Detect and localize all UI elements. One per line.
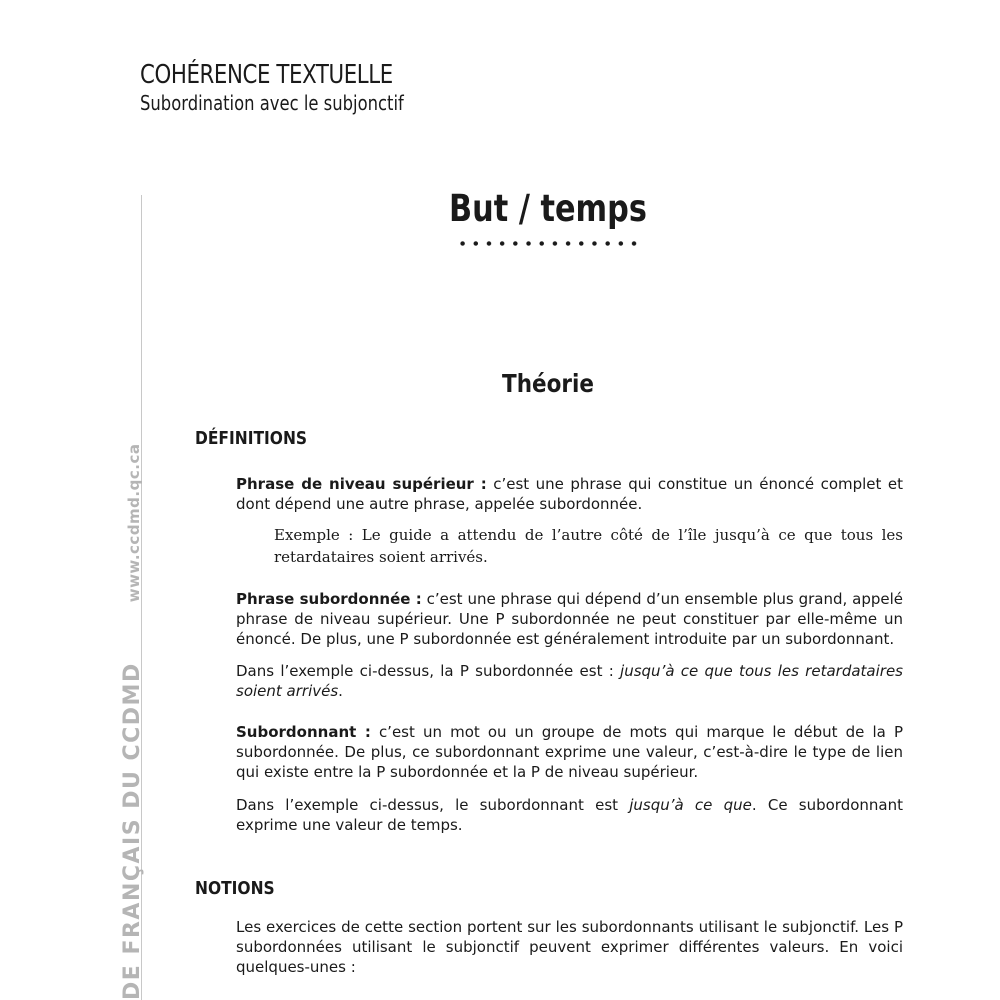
definition-phrase-superieur (236, 474, 903, 514)
document-title: But / temps (449, 187, 647, 230)
header-subtitle: Subordination avec le subjonctif (140, 91, 404, 115)
definition-term: Phrase subordonnée : (236, 590, 422, 608)
definition-text: c’est un mot ou un groupe de mots qui marque le début de la P subordonnée. De plus, ce subordonnant exprime une valeur, c’est-à-dire le type de lien qui existe entre la P subordonnée et la P de niveau supérieur. (236, 723, 903, 781)
definition-phrase-subordonnee (236, 589, 903, 649)
definition-text: c’est une phrase qui constitue un énoncé complet et dont dépend une autre phrase, appelée subordonnée. (236, 475, 903, 513)
sidebar-url: www.ccdmd.qc.ca (125, 443, 143, 603)
example-sentence: Exemple : Le guide a attendu de l’autre côté de l’île jusqu’à ce que tous les retardataires soient arrivés. (274, 526, 903, 566)
note-end: . (338, 682, 343, 700)
definition-term: Subordonnant : (236, 723, 371, 741)
definition-text: c’est une phrase qui dépend d’un ensemble plus grand, appelé phrase de niveau supérieur. Une P subordonnée ne peut constituer par elle-même un énoncé. De plus, une P subordonnée est généralement introduite par un subordonnant. (236, 590, 903, 648)
sidebar-brand: DE FRANÇAIS DU CCDMD (120, 662, 145, 1000)
notions-paragraph: Les exercices de cette section portent sur les subordonnants utilisant le subjonctif. Les P subordonnées utilisant le subjonctif peuvent exprimer différentes valeurs. En voici quelques-unes : (236, 918, 903, 976)
note-text: Dans l’exemple ci-dessus, la P subordonnée est : (236, 662, 621, 680)
note-italic: jusqu’à ce que tous les retardataires soient arrivés (236, 662, 903, 700)
note-italic: jusqu’à ce que (629, 796, 752, 814)
note-subordonnee (236, 661, 903, 701)
notions-heading: NOTIONS (195, 878, 275, 899)
definition-term: Phrase de niveau supérieur : (236, 475, 487, 493)
definition-subordonnant (236, 722, 903, 782)
sidebar-watermark (120, 444, 145, 1000)
section-title: Théorie (502, 369, 594, 398)
definitions-heading: DÉFINITIONS (195, 428, 308, 449)
header-title: COHÉRENCE TEXTUELLE (140, 60, 393, 90)
title-dotted-underline (456, 241, 641, 246)
note-text: Dans l’exemple ci-dessus, le subordonnant est (236, 796, 630, 814)
note-end: . Ce subordonnant exprime une valeur de temps. (236, 796, 903, 834)
note-subordonnant (236, 795, 903, 835)
